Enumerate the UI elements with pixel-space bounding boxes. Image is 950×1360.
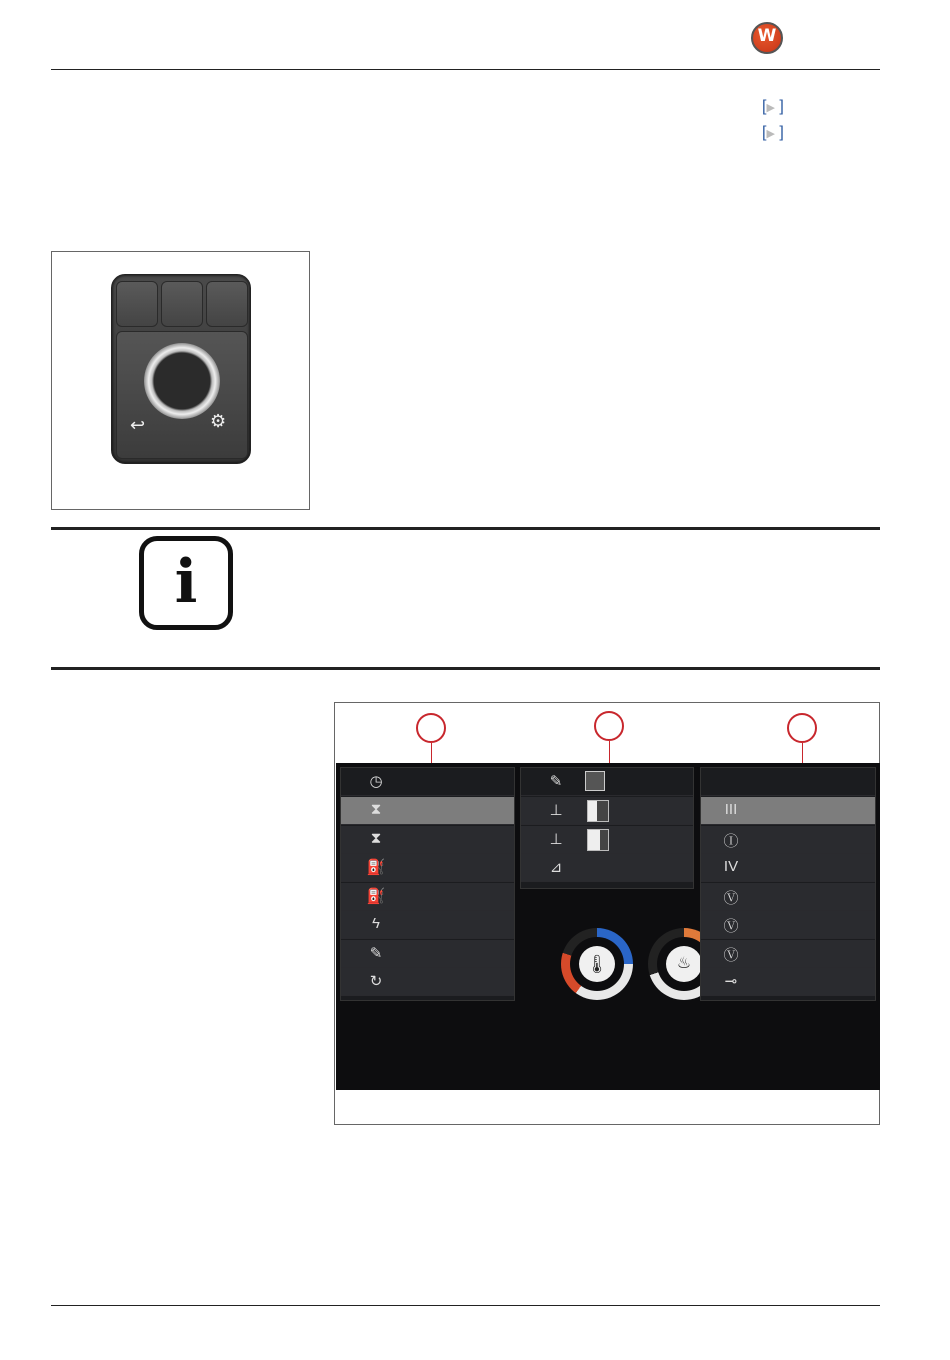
dropdown-f2[interactable] <box>520 767 694 889</box>
hourglass-icon: ⧗ <box>370 801 382 818</box>
f1-row[interactable] <box>341 940 514 968</box>
circuit-3-icon: III <box>724 801 738 818</box>
wrench-icon: ✎ <box>369 945 383 962</box>
f1-row[interactable] <box>341 797 514 825</box>
f2-key <box>161 281 203 327</box>
level-icon <box>587 800 609 822</box>
triangle-icon: ▶ <box>766 128 775 140</box>
info-top-rule <box>51 527 880 530</box>
f1-row[interactable] <box>341 911 514 939</box>
f3-row[interactable] <box>701 911 875 939</box>
ref-item <box>356 122 826 166</box>
footer-divider <box>51 1305 880 1306</box>
f3-key <box>206 281 248 327</box>
page-link[interactable]: [▶ ] <box>762 124 784 141</box>
info-bottom-rule <box>51 667 880 670</box>
speed-limit-icon: ⊿ <box>549 859 563 876</box>
figure-jog-dial <box>51 251 310 510</box>
level-icon <box>587 829 609 851</box>
f3-row[interactable] <box>701 826 875 854</box>
callout-3 <box>787 713 817 743</box>
figure-dropdown-overview <box>334 702 880 1125</box>
f3-row[interactable] <box>701 968 875 996</box>
f1-row[interactable] <box>341 968 514 996</box>
maintenance-icon <box>585 771 605 791</box>
dropdown-f3[interactable] <box>700 767 876 1001</box>
f1-row[interactable] <box>341 768 514 796</box>
brand-logo: W <box>748 18 883 66</box>
joystick-icon: ⊥ <box>549 802 563 819</box>
f1-row[interactable] <box>341 883 514 911</box>
joystick-icon: ⊥ <box>549 831 563 848</box>
clock-icon: ◷ <box>369 773 383 790</box>
f3-row[interactable] <box>701 854 875 882</box>
circuit-4-icon: IV <box>723 858 739 875</box>
back-icon: ↩ <box>130 415 146 435</box>
voltage-icon: ϟ <box>372 915 380 932</box>
fuel-average-icon: ⛽ <box>366 888 386 905</box>
f2-row[interactable] <box>521 797 693 825</box>
circuit-7-icon: Ⓥ <box>723 947 739 964</box>
circuit-3-icon: Ⓘ <box>723 833 739 850</box>
display-screenshot <box>336 763 880 1090</box>
fuel-consumption-icon: ⛽ <box>366 859 386 876</box>
f1-row[interactable] <box>341 826 514 854</box>
settings-gear-icon: ⚙ <box>210 411 227 431</box>
coolant-icon: ♨ <box>666 946 702 982</box>
f1-key <box>116 281 158 327</box>
hydraulic-temp-gauge <box>561 928 633 1000</box>
dial-knob <box>144 343 220 419</box>
hourglass-day-icon: ⧗ <box>370 830 382 847</box>
f1-row[interactable] <box>341 854 514 882</box>
callout-2 <box>594 711 624 741</box>
circuit-6-icon: Ⓥ <box>723 918 739 935</box>
information-icon: i <box>139 536 233 630</box>
f2-row[interactable] <box>521 826 693 854</box>
f2-row[interactable] <box>521 854 693 882</box>
f3-row[interactable] <box>701 797 875 825</box>
f3-row[interactable] <box>701 940 875 968</box>
ref-item <box>356 96 826 118</box>
circuit-5-icon: Ⓥ <box>723 890 739 907</box>
dropdown-f1[interactable] <box>340 767 515 1001</box>
triangle-icon: ▶ <box>766 102 775 114</box>
reset-icon: ↻ <box>369 973 383 990</box>
wrench-icon: ✎ <box>549 773 563 790</box>
oil-temp-icon: 🌡 <box>579 946 615 982</box>
f3-row[interactable] <box>701 883 875 911</box>
callout-1 <box>416 713 446 743</box>
attachment-icon: ⊸ <box>724 973 738 990</box>
header-divider <box>51 69 880 70</box>
jog-dial-image <box>111 274 251 464</box>
page-link[interactable]: [▶ ] <box>762 98 784 115</box>
f2-row[interactable] <box>521 768 693 796</box>
